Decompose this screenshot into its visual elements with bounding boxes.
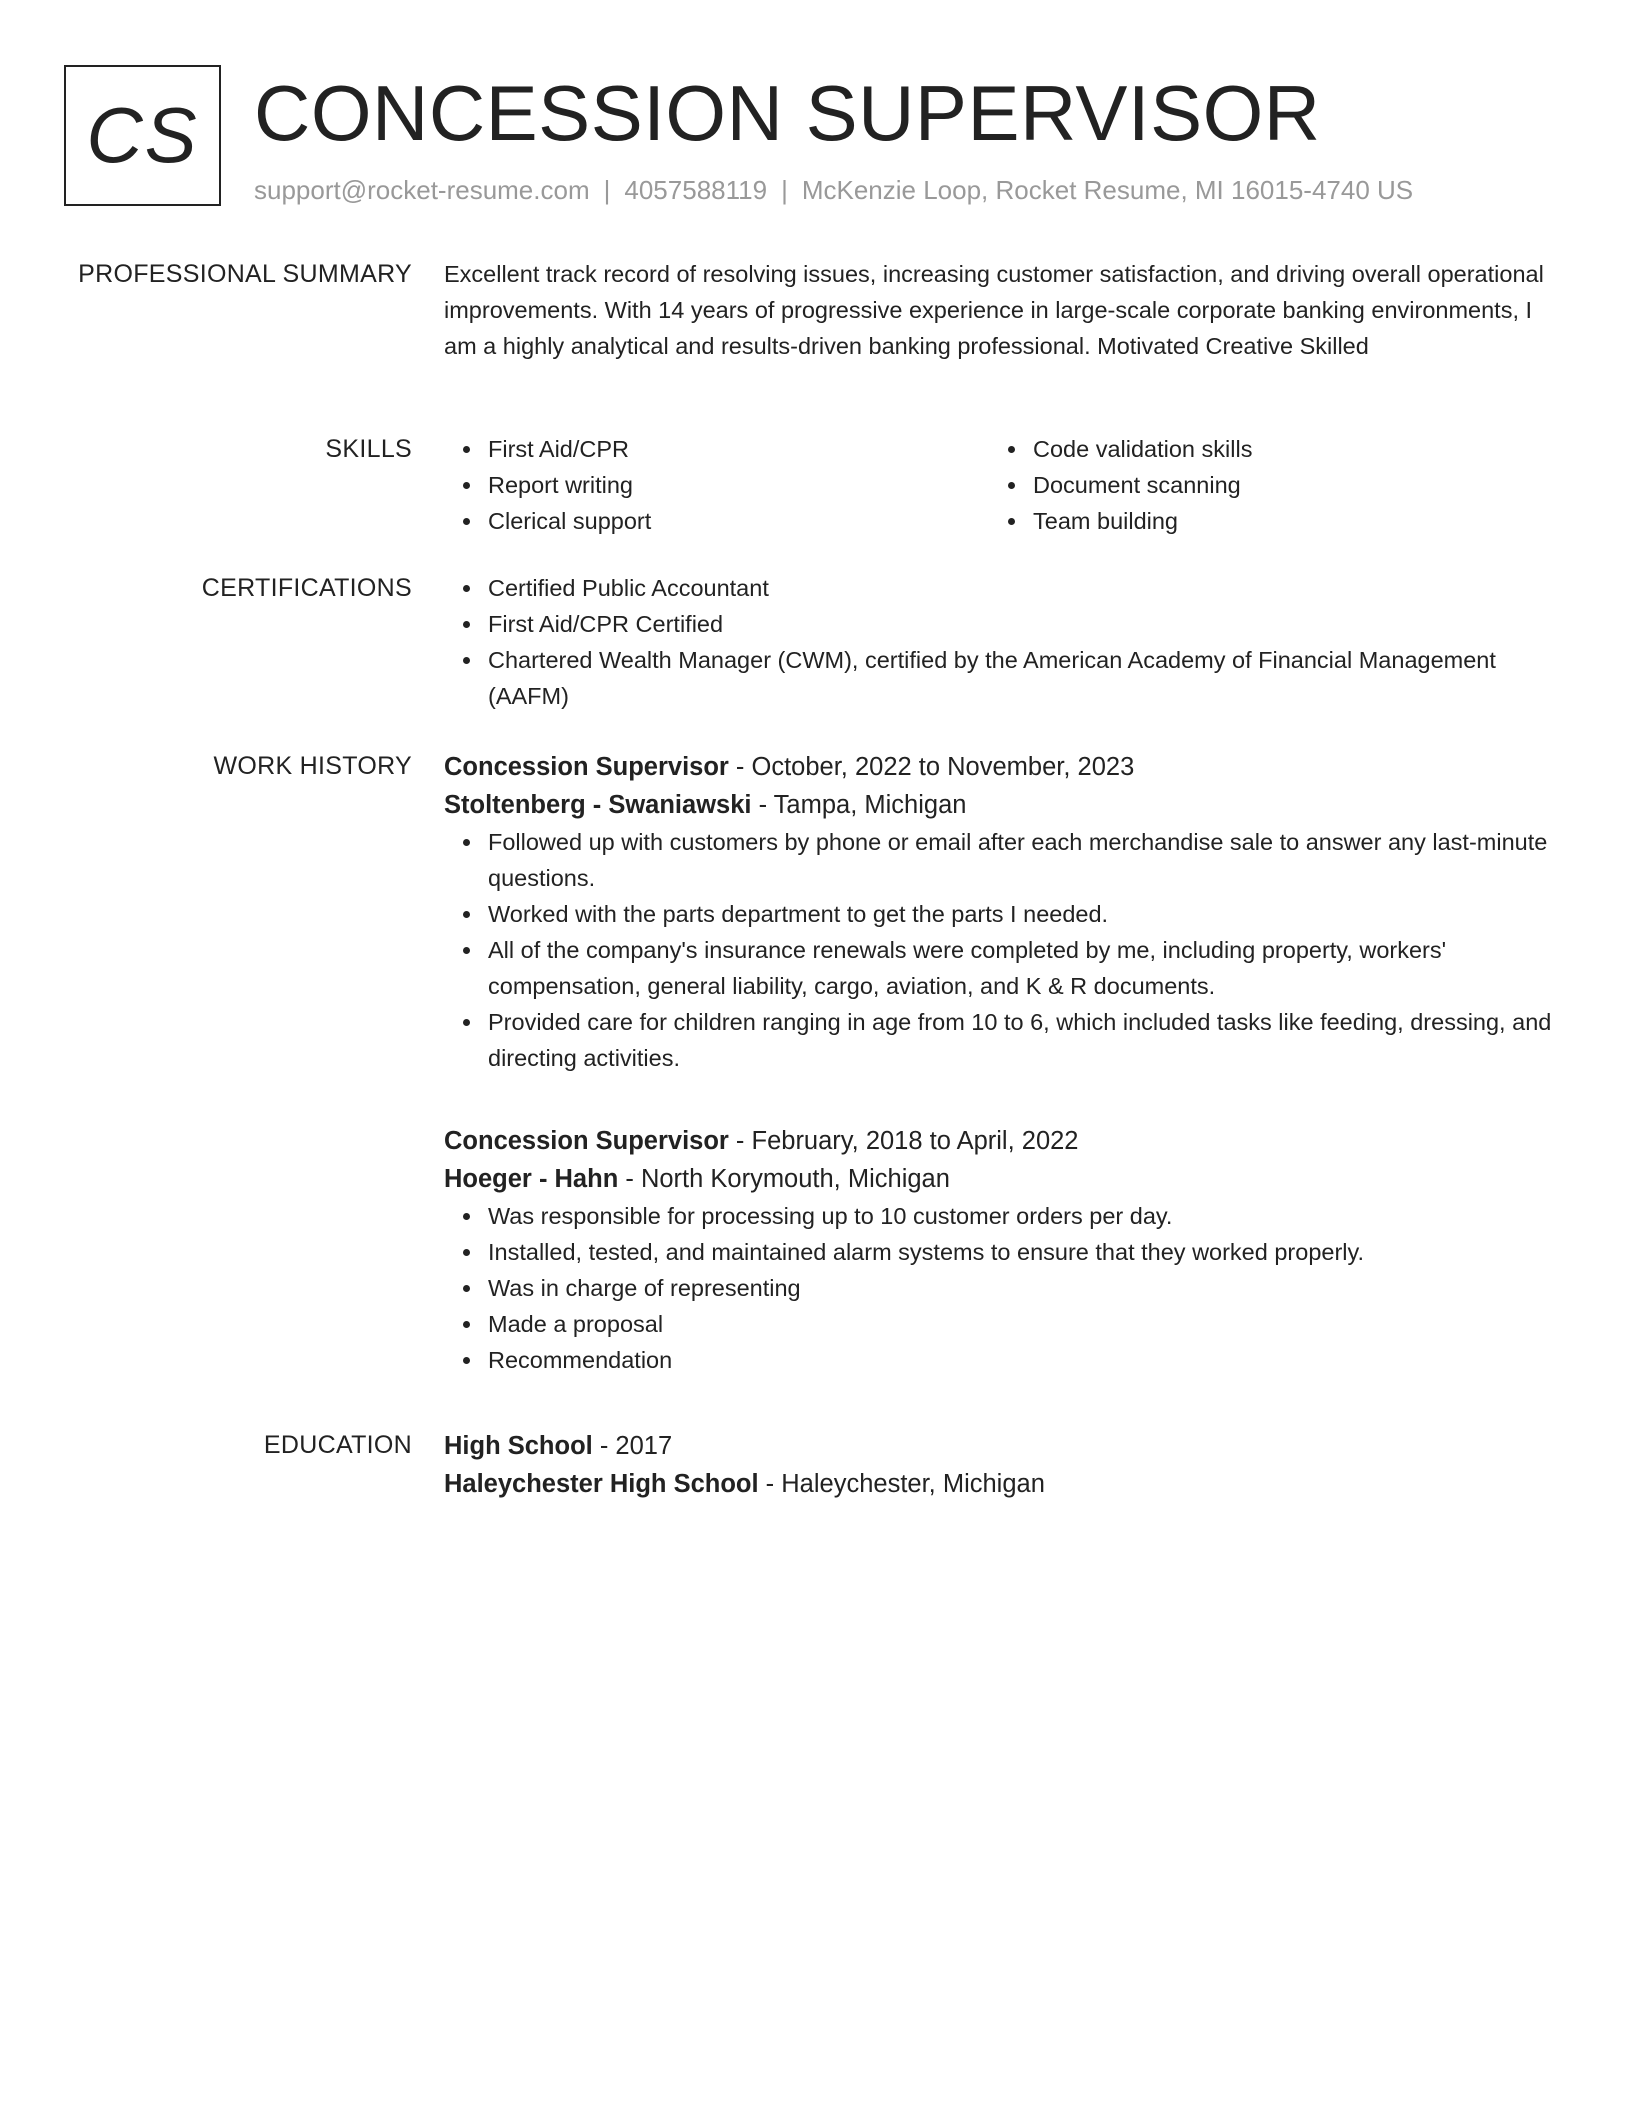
job-bullets (444, 1198, 1564, 1378)
summary-text: Excellent track record of resolving issues, increasing customer satisfaction, and driving overall operational improvements. With 14 years of progressive experience in large-scale corporate banking environments, I am a highly analytical and results-driven banking professional. Motivated Creative Skilled (444, 261, 1544, 359)
job-entry (444, 748, 1564, 1076)
certifications-list (444, 570, 1564, 714)
certifications-body (444, 570, 1564, 714)
job-location: - North Korymouth, Michigan (618, 1165, 950, 1193)
section-label-skills: SKILLS (325, 435, 412, 463)
education-body (444, 1427, 1564, 1503)
skills-column-left (444, 431, 989, 539)
email-link[interactable]: support@rocket-resume.com (254, 175, 590, 205)
work-history-body (444, 748, 1564, 1076)
work-history-body-2 (444, 1122, 1564, 1378)
contact-separator: | (603, 175, 611, 205)
certification-item: Certified Public Accountant (488, 570, 1564, 606)
skills-list-left (444, 431, 989, 539)
job-bullet: All of the company's insurance renewals were completed by me, including property, workers' compensation, general liability, cargo, aviation, and K & R documents. (488, 932, 1564, 1004)
job-dates: - February, 2018 to April, 2022 (728, 1127, 1079, 1155)
skill-item: Team building (1033, 503, 1564, 539)
education-location: - Haleychester, Michigan (758, 1470, 1045, 1498)
address: McKenzie Loop, Rocket Resume, MI 16015-4740 US (801, 175, 1414, 205)
job-title: Concession Supervisor (444, 1127, 729, 1155)
monogram-logo: CS (64, 65, 221, 206)
certification-item: Chartered Wealth Manager (CWM), certified by the American Academy of Financial Management (AAFM) (488, 642, 1564, 714)
job-company-line (444, 1160, 1564, 1198)
job-title: Concession Supervisor (444, 753, 729, 781)
skills-list-right (989, 431, 1564, 539)
job-bullets (444, 824, 1564, 1076)
education-school: Haleychester High School (444, 1470, 759, 1498)
section-label-work-history: WORK HISTORY (213, 752, 412, 780)
job-bullet: Was responsible for processing up to 10 customer orders per day. (488, 1198, 1564, 1234)
skills-body (444, 431, 1564, 541)
job-company: Hoeger - Hahn (444, 1165, 619, 1193)
education-year: - 2017 (592, 1432, 673, 1460)
job-dates: - October, 2022 to November, 2023 (728, 753, 1135, 781)
job-bullet: Recommendation (488, 1342, 1564, 1378)
education-school-line (444, 1465, 1564, 1503)
skills-column-right (989, 431, 1564, 539)
phone-number: 4057588119 (624, 175, 768, 205)
job-bullet: Worked with the parts department to get the parts I needed. (488, 896, 1564, 932)
skill-item: Code validation skills (1033, 431, 1564, 467)
skill-item: Report writing (488, 467, 989, 503)
job-entry (444, 1122, 1564, 1378)
job-bullet: Followed up with customers by phone or email after each merchandise sale to answer any last-minute questions. (488, 824, 1564, 896)
skill-item: Clerical support (488, 503, 989, 539)
skill-item: Document scanning (1033, 467, 1564, 503)
job-bullet: Installed, tested, and maintained alarm systems to ensure that they worked properly. (488, 1234, 1564, 1270)
section-label-certifications: CERTIFICATIONS (201, 574, 412, 602)
certification-item: First Aid/CPR Certified (488, 606, 1564, 642)
section-label-summary: PROFESSIONAL SUMMARY (78, 260, 412, 288)
education-degree: High School (444, 1432, 593, 1460)
job-company-line (444, 786, 1564, 824)
resume-header (64, 65, 1564, 210)
job-bullet: Was in charge of representing (488, 1270, 1564, 1306)
job-title-line (444, 748, 1564, 786)
summary-body (444, 256, 1564, 364)
contact-separator: | (781, 175, 788, 205)
contact-line (254, 173, 1413, 207)
education-degree-line (444, 1427, 1564, 1465)
job-bullet: Made a proposal (488, 1306, 1564, 1342)
job-title-line (444, 1122, 1564, 1160)
job-location: - Tampa, Michigan (751, 791, 967, 819)
page-title: CONCESSION SUPERVISOR (254, 69, 1321, 157)
job-company: Stoltenberg - Swaniawski (444, 791, 752, 819)
job-bullet: Provided care for children ranging in age from 10 to 6, which included tasks like feeding, dressing, and directing activities. (488, 1004, 1564, 1076)
section-label-education: EDUCATION (263, 1431, 412, 1459)
skill-item: First Aid/CPR (488, 431, 989, 467)
